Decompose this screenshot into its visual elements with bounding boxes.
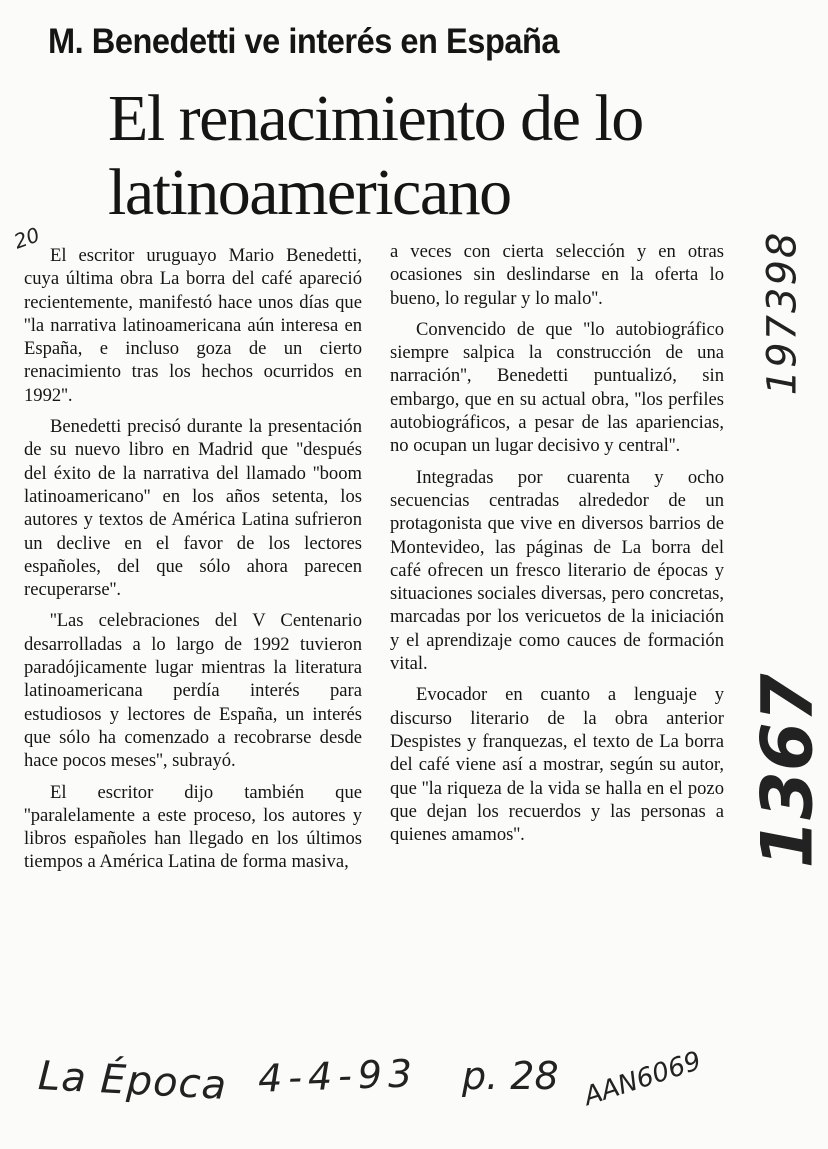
paragraph: Convencido de que ''lo autobiográfico siempre salpica la construcción de una narración'', Benedetti puntualizó, sin embargo, que en su actual obra, ''los perfiles autobiográficos, a pesar de las apariencias, no ocupan un lugar decisivo y central''. xyxy=(390,318,724,457)
paragraph: a veces con cierta selección y en otras ocasiones sin deslindarse en la oferta lo bueno, lo regular y lo malo''. xyxy=(390,241,724,309)
paragraph: El escritor uruguayo Mario Benedetti, cuya última obra La borra del café apareció recientemente, manifestó hace unos días que ''la narrativa latinoamericana aún interesa en España, e incluso goza de un cierto renacimiento tras los hechos ocurridos en 1992''. xyxy=(24,245,362,406)
paragraph: Integradas por cuarenta y ocho secuencias centradas alrededor de un protagonista que vive en diversos barrios de Montevideo, las páginas de La borra del café ofrecen un fresco literario de épocas y situaciones sociales diversas, pero concretas, marcadas por los vericuetos de la iniciación y el aprendizaje como cauces de formación vital. xyxy=(390,466,724,675)
handwritten-side-number: 197398 xyxy=(759,230,806,396)
paragraph: Evocador en cuanto a lenguaje y discurso literario de la obra anterior Despistes y franquezas, el texto de La borra del café viene así a mostrar, según su autor, que ''la riqueza de la vida se halla en el pozo que dejan los recuerdos y las personas a quienes amamos''. xyxy=(390,684,724,846)
article-kicker: M. Benedetti ve interés en España xyxy=(48,22,560,61)
handwritten-page: p. 28 xyxy=(462,1054,559,1098)
paragraph: El escritor dijo también que ''paralelamente a este proceso, los autores y libros españoles han llegado en los últimos tiempos a América Latina de forma masiva, xyxy=(24,781,362,873)
paragraph: ''Las celebraciones del V Centenario desarrolladas a lo largo de 1992 tuvieron paradójicamente lugar mientras la literatura latinoamericana perdía interés para estudiosos y lectores de España, un interés que sólo ha comenzado a recobrarse desde hace pocos meses'', subrayó. xyxy=(24,610,362,772)
article-title: El renacimiento de lo latinoamericano xyxy=(108,82,643,229)
handwritten-date: 4-4-93 xyxy=(257,1051,419,1101)
article-column-right xyxy=(390,240,724,846)
handwritten-code: AAN6069 xyxy=(580,1046,705,1112)
article-column-left xyxy=(24,244,362,874)
paragraph: Benedetti precisó durante la presentación de su nuevo libro en Madrid que ''después del éxito de la narrativa del llamado ''boom latinoamericano'' en los años setenta, los autores y textos de América Latina sufrieron un declive en el favor de los lectores españoles, del que sólo ahora parecen recuperarse''. xyxy=(24,416,362,601)
handwritten-source: La Época xyxy=(36,1053,229,1109)
handwritten-big-number: 1367 xyxy=(746,673,828,869)
handwritten-mark: 20 xyxy=(10,222,43,254)
